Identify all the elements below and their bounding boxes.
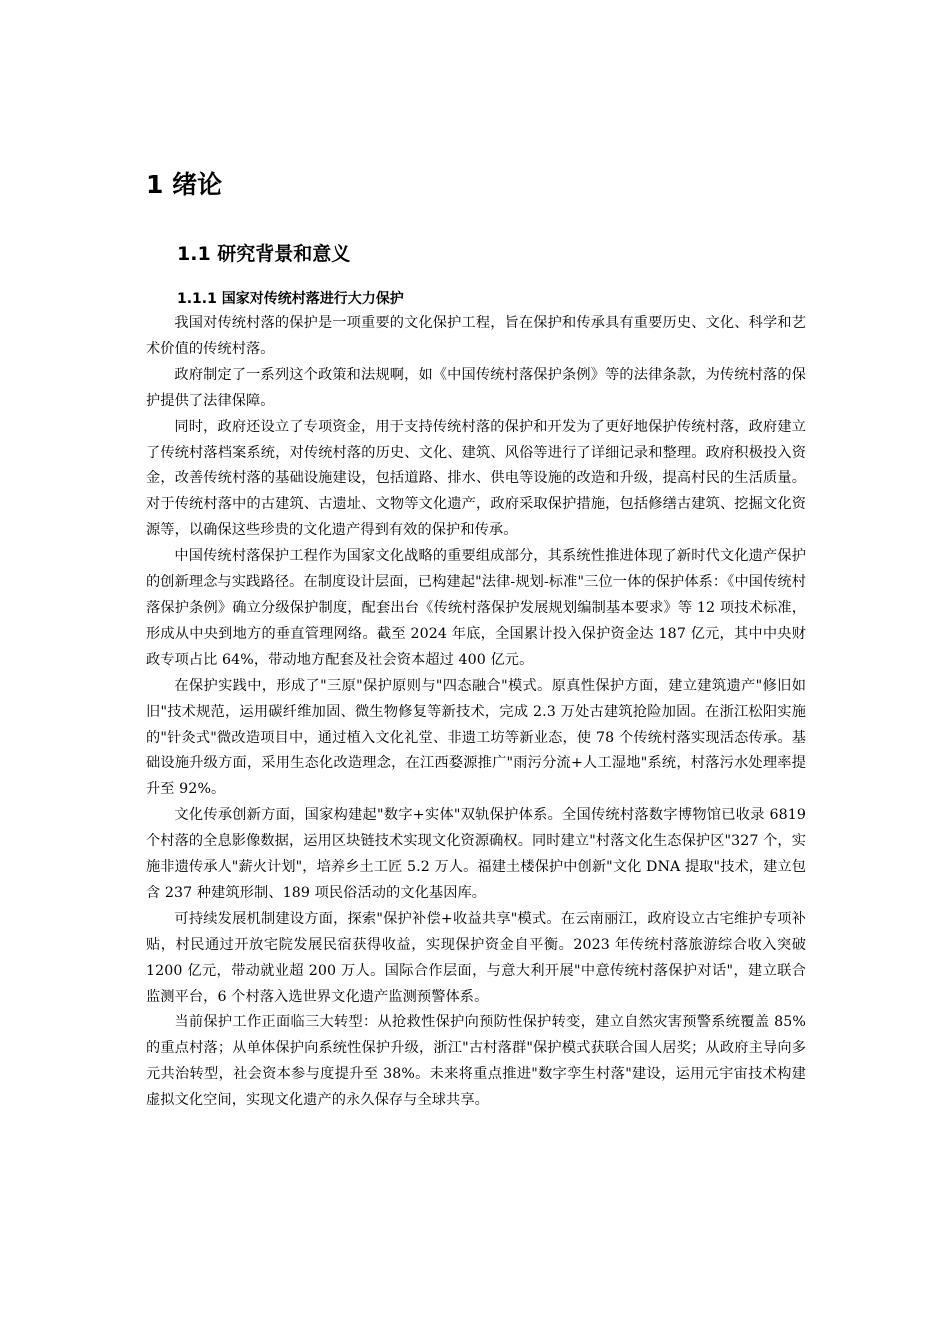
paragraph-2: 政府制定了一系列这个政策和法规啊，如《中国传统村落保护条例》等的法律条款，为传统村落的保护提供了法律保障。 <box>146 366 806 409</box>
paragraph-1: 我国对传统村落的保护是一项重要的文化保护工程，旨在保护和传承具有重要历史、文化、科学和艺术价值的传统村落。 <box>146 315 806 357</box>
paragraph-6: 文化传承创新方面，国家构建起"数字+实体"双轨保护体系。全国传统村落数字博物馆已收录 6819 个村落的全息影像数据，运用区块链技术实现文化资源确权。同时建立"村落文化生态保护区"327 个，实施非遗传承人"薪火计划"，培养乡土工匠 5.2 万人。福建土楼保护中创新"文化 DNA 提取"技术，建立包含 237 种建筑形制、189 项民俗活动的文化基因库。 <box>146 807 806 901</box>
chapter-title: 1 绪论 <box>146 170 223 199</box>
paragraph-7: 可持续发展机制建设方面，探索"保护补偿+收益共享"模式。在云南丽江，政府设立古宅维护专项补贴，村民通过开放宅院发展民宿获得收益，实现保护资金自平衡。2023 年传统村落旅游综合收入突破 1200 亿元，带动就业超 200 万人。国际合作层面，与意大利开展"中意传统村落保护对话"，建立联合监测平台，6 个村落入选世界文化遗产监测预警体系。 <box>146 910 806 1005</box>
subsection-title: 1.1.1 国家对传统村落进行大力保护 <box>177 291 404 307</box>
body-text <box>146 311 806 1114</box>
paragraph-4: 中国传统村落保护工程作为国家文化战略的重要组成部分，其系统性推进体现了新时代文化遗产保护的创新理念与实践路径。在制度设计层面，已构建起"法律-规划-标准"三位一体的保护体系：《中国传统村落保护条例》确立分级保护制度，配套出台《传统村落保护发展规划编制基本要求》等 12 项技术标准，形成从中央到地方的垂直管理网络。截至 2024 年底，全国累计投入保护资金达 187 亿元，其中中央财政专项占比 64%，带动地方配套及社会资本超过 400 亿元。 <box>146 548 806 668</box>
section-title: 1.1 研究背景和意义 <box>177 243 351 265</box>
paragraph-5: 在保护实践中，形成了"三原"保护原则与"四态融合"模式。原真性保护方面，建立建筑遗产"修旧如旧"技术规范，运用碳纤维加固、微生物修复等新技术，完成 2.3 万处古建筑抢险加固。在浙江松阳实施的"针灸式"微改造项目中，通过植入文化礼堂、非遗工坊等新业态，使 78 个传统村落实现活态传承。基础设施升级方面，采用生态化改造理念，在江西婺源推广"雨污分流+人工湿地"系统，村落污水处理率提升至 92%。 <box>146 677 806 798</box>
paragraph-8: 当前保护工作正面临三大转型：从抢救性保护向预防性保护转变，建立自然灾害预警系统覆盖 85%的重点村落；从单体保护向系统性保护升级，浙江"古村落群"保护模式获联合国人居奖；从政府主导向多元共治转型，社会资本参与度提升至 38%。未来将重点推进"数字孪生村落"建设，运用元宇宙技术构建虚拟文化空间，实现文化遗产的永久保存与全球共享。 <box>146 1014 806 1109</box>
paragraph-3: 同时，政府还设立了专项资金，用于支持传统村落的保护和开发为了更好地保护传统村落，政府建立了传统村落档案系统，对传统村落的历史、文化、建筑、风俗等进行了详细记录和整理。政府积极投入资金，改善传统村落的基础设施建设，包括道路、排水、供电等设施的改造和升级，提高村民的生活质量。对于传统村落中的古建筑、古遗址、文物等文化遗产，政府采取保护措施，包括修缮古建筑、挖掘文化资源等，以确保这些珍贵的文化遗产得到有效的保护和传承。 <box>146 418 806 539</box>
